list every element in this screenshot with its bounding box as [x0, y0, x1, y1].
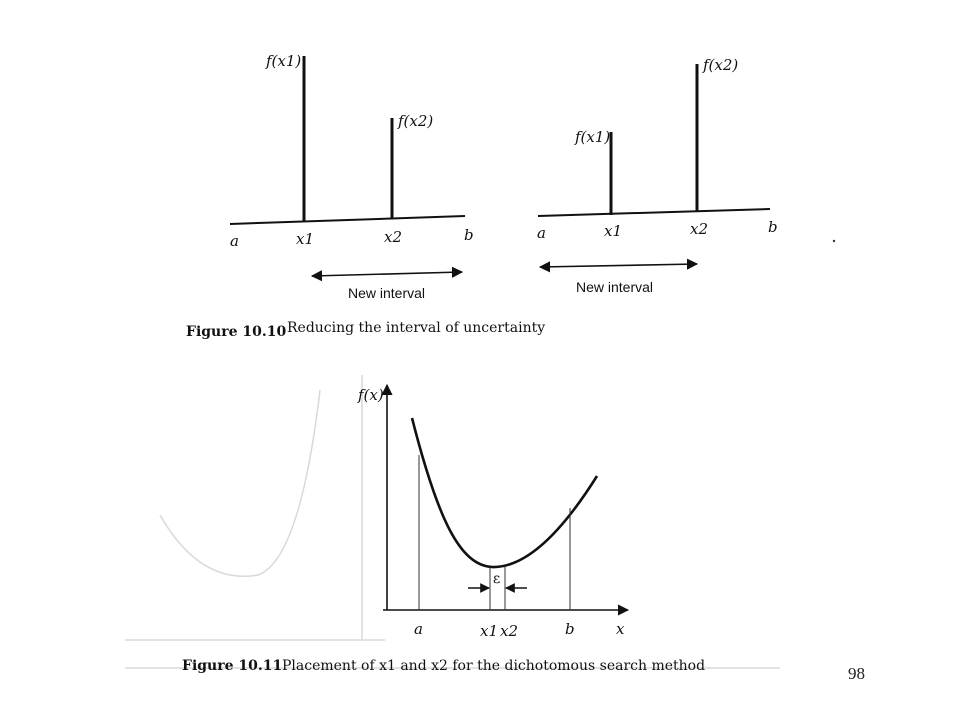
figure-10-11-title: Placement of x1 and x2 for the dichotomous search method [282, 658, 706, 674]
right-baseline [538, 209, 770, 216]
right-label-x2: x2 [690, 220, 709, 238]
right-interval-label: New interval [576, 279, 654, 295]
tick-b: b [565, 620, 575, 638]
figure-10-10-right-panel [537, 56, 778, 295]
right-label-a: a [537, 224, 546, 242]
right-interval-arrow [540, 264, 697, 267]
right-label-b: b [768, 218, 778, 236]
tick-x2: x2 [500, 622, 519, 640]
left-baseline [230, 216, 465, 224]
y-axis-label: f(x) [358, 386, 384, 404]
left-label-x1: x1 [296, 230, 315, 248]
figure-10-11-number: Figure 10.11 [182, 658, 283, 674]
left-label-a: a [230, 232, 239, 250]
tick-a: a [414, 620, 423, 638]
figure-10-10-title: Reducing the interval of uncertainty [287, 320, 546, 336]
left-interval-arrow [312, 272, 462, 276]
left-label-b: b [464, 226, 474, 244]
right-label-fx2: f(x2) [703, 56, 739, 74]
figure-10-10-number: Figure 10.10 [186, 324, 287, 340]
figure-10-10-caption [186, 320, 545, 340]
tick-x1: x1 [480, 622, 499, 640]
figure-10-10-left-panel [230, 52, 474, 301]
figure-10-11-caption [182, 658, 705, 674]
scan-ghost [125, 375, 780, 668]
figure-10-11 [357, 385, 628, 640]
right-label-fx1: f(x1) [575, 128, 611, 146]
left-label-fx2: f(x2) [398, 112, 434, 130]
left-label-x2: x2 [384, 228, 403, 246]
stray-dot [833, 240, 835, 242]
right-label-x1: x1 [604, 222, 623, 240]
left-interval-label: New interval [348, 285, 426, 301]
epsilon-label: ε [493, 571, 501, 587]
x-axis-label: x [616, 620, 625, 638]
slide-number: 98 [848, 664, 865, 683]
objective-curve [412, 418, 597, 567]
left-label-fx1: f(x1) [266, 52, 302, 70]
